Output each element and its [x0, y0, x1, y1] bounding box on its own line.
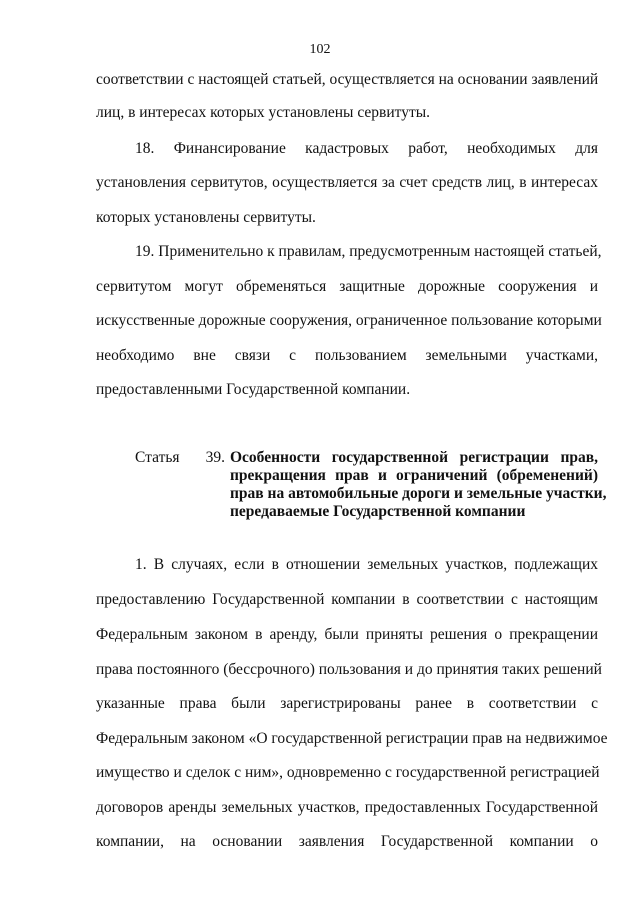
text-line: лиц, в интересах которых установлены сервитуты. — [96, 104, 431, 121]
text-line: договоров аренды земельных участков, предоставленных Государственной — [96, 799, 598, 816]
article-title-line: прав на автомобильные дороги и земельные участки, — [230, 485, 607, 502]
text-line: искусственные дорожные сооружения, ограниченное пользование которыми — [96, 312, 602, 329]
article-title-line: передаваемые Государственной компании — [230, 503, 526, 520]
text-line: установления сервитутов, осуществляется за счет средств лиц, в интересах — [96, 174, 598, 191]
text-line: предоставленными Государственной компании. — [96, 381, 411, 398]
paragraph-18-first-line: 18. Финансирование кадастровых работ, необходимых для — [135, 140, 598, 157]
text-line: сервитутом могут обременяться защитные дорожные сооружения и — [96, 278, 598, 295]
article-title-line: прекращения прав и ограничений (обременений) — [230, 467, 598, 484]
paragraph-19-first-line: 19. Применительно к правилам, предусмотренным настоящей статьей, — [135, 243, 602, 260]
text-line: Федеральным законом «О государственной регистрации прав на недвижимое — [96, 730, 608, 747]
text-line: компании, на основании заявления Государственной компании о — [96, 833, 598, 850]
text-line: необходимо вне связи с пользованием земельными участками, — [96, 347, 598, 364]
text-line: имущество и сделок с ним», одновременно с государственной регистрацией — [96, 764, 600, 781]
article-label: Статья 39. — [135, 449, 225, 466]
text-line: которых установлены сервитуты. — [96, 209, 316, 226]
text-line: соответствии с настоящей статьей, осуществляется на основании заявлений — [96, 71, 599, 88]
text-line: указанные права были зарегистрированы ранее в соответствии с — [96, 695, 598, 712]
paragraph-1-first-line: 1. В случаях, если в отношении земельных участков, подлежащих — [135, 556, 598, 573]
page-number: 102 — [309, 42, 331, 57]
text-line: предоставлению Государственной компании в соответствии с настоящим — [96, 591, 598, 608]
article-title-line: Особенности государственной регистрации прав, — [230, 449, 598, 466]
text-line: права постоянного (бессрочного) пользования и до принятия таких решений — [96, 661, 602, 678]
text-line: Федеральным законом в аренду, были приняты решения о прекращении — [96, 626, 598, 643]
